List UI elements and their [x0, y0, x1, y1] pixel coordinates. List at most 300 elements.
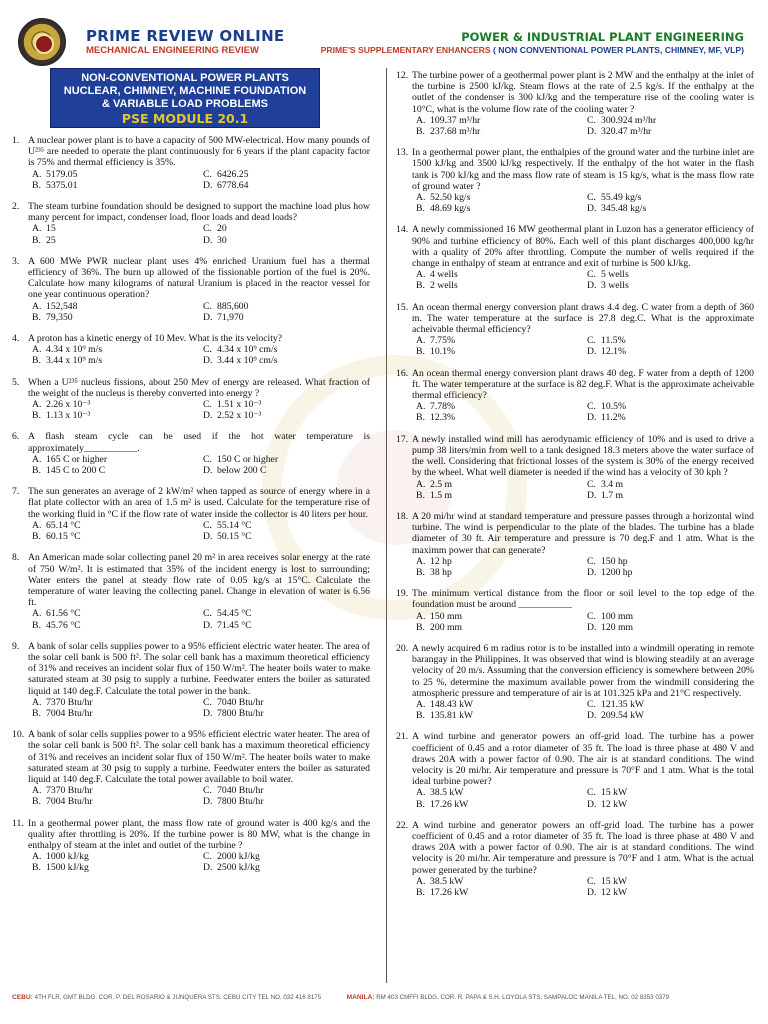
- choice-value: 71,970: [217, 311, 244, 323]
- choice-value: 7370 Btu/hr: [46, 785, 93, 797]
- choice-letter: D.: [203, 862, 213, 874]
- answer-choice: [203, 180, 370, 191]
- choice-value: 55.49 kg/s: [601, 192, 642, 204]
- choice-value: 1.5 m: [430, 489, 453, 501]
- choice-letter: C.: [203, 453, 212, 465]
- choice-value: 12 kW: [601, 887, 628, 898]
- answer-choices: [396, 611, 754, 633]
- question-text: A newly installed wind mill has aerodynamic efficiency of 10% and is used to drive a pump 38 liters/min from well to a tank designed 18.3 meters above the water surface of the well. Considering that frictional losses of the system is 30% of the energy received by the wheel. What well diameter is needed if the wind has a velocity of 30 kph ?: [412, 433, 754, 479]
- choice-value: 7004 Btu/hr: [46, 796, 93, 808]
- choice-letter: D.: [203, 355, 213, 367]
- answer-choices: [396, 192, 754, 214]
- question-item: [396, 70, 754, 137]
- choice-value: 10.5%: [601, 401, 627, 413]
- question-stem: [12, 818, 370, 852]
- choice-letter: C.: [203, 519, 212, 531]
- question-number: 6.: [12, 431, 20, 443]
- choice-value: 120 mm: [601, 621, 634, 633]
- answer-choices: [12, 785, 370, 807]
- question-number: 10.: [12, 729, 25, 741]
- choice-letter: C.: [587, 269, 596, 281]
- choice-letter: A.: [32, 223, 42, 235]
- choice-value: 7.78%: [430, 401, 456, 413]
- question-stem: [12, 333, 370, 344]
- choice-value: 4.34 x 10⁹ m/s: [46, 344, 103, 356]
- choice-value: 12.1%: [601, 346, 627, 358]
- answer-choice: [203, 301, 370, 312]
- choice-letter: B.: [416, 280, 425, 292]
- question-text: A 600 MWe PWR nuclear plant uses 4% enriched Uranium fuel has a thermal efficiency of 36%. The burn up allowed of the fissionable portion of the fuel is 20%. Calculate how many kilograms of natural Uranium is placed in the reactor vessel for one year continuous operation?: [28, 255, 370, 301]
- footer-cebu-label: CEBU:: [12, 994, 33, 1001]
- choice-value: 150 mm: [430, 610, 463, 622]
- brand-title: PRIME REVIEW ONLINE: [86, 27, 285, 45]
- supplementary-topics: ( NON CONVENTIONAL POWER PLANTS, CHIMNEY, MF, VLP): [493, 45, 744, 55]
- choice-letter: C.: [587, 787, 596, 799]
- answer-choice: [32, 180, 199, 191]
- choice-letter: B.: [32, 234, 41, 246]
- answer-choice: [203, 223, 370, 234]
- answer-choice: [587, 787, 754, 798]
- answer-choice: [32, 620, 199, 631]
- choice-value: 7800 Btu/hr: [217, 707, 264, 719]
- choice-value: 7.75%: [430, 335, 456, 347]
- choice-letter: C.: [587, 698, 596, 710]
- answer-choice: [587, 192, 754, 203]
- answer-choice: [203, 531, 370, 542]
- choice-value: 2.26 x 10⁻³: [46, 399, 91, 411]
- choice-value: 15 kW: [601, 875, 628, 887]
- choice-letter: C.: [203, 168, 212, 180]
- question-number: 8.: [12, 552, 20, 564]
- choice-value: 17.26 kW: [430, 798, 469, 810]
- choice-letter: D.: [203, 465, 213, 477]
- question-stem: [12, 641, 370, 697]
- choice-value: 5179.05: [46, 168, 78, 180]
- choice-letter: C.: [587, 192, 596, 204]
- choice-value: 3 wells: [601, 280, 629, 292]
- choice-value: 15: [46, 223, 56, 235]
- choice-letter: A.: [416, 610, 426, 622]
- question-number: 19.: [396, 588, 409, 600]
- choice-letter: A.: [416, 192, 426, 204]
- answer-choices: [12, 520, 370, 542]
- answer-choice: [587, 699, 754, 710]
- answer-choice: [203, 399, 370, 410]
- question-item: [12, 431, 370, 476]
- choice-value: 2.5 m: [430, 478, 453, 490]
- question-stem: [396, 731, 754, 787]
- choice-value: 30: [217, 234, 227, 246]
- choice-value: 25: [46, 234, 56, 246]
- question-stem: [12, 377, 370, 399]
- answer-choice: [32, 520, 199, 531]
- answer-choice: [203, 708, 370, 719]
- answer-choice: [203, 620, 370, 631]
- answer-choice: [203, 344, 370, 355]
- choice-value: 121.35 kW: [601, 698, 645, 710]
- question-stem: [12, 256, 370, 301]
- question-item: [396, 368, 754, 424]
- answer-choice: [416, 699, 583, 710]
- right-question-column: [396, 70, 754, 908]
- answer-choice: [32, 301, 199, 312]
- choice-letter: C.: [587, 875, 596, 887]
- question-stem: [12, 431, 370, 453]
- title-line-3: & VARIABLE LOAD PROBLEMS: [101, 98, 269, 110]
- choice-letter: B.: [416, 621, 425, 633]
- answer-choice: [587, 346, 754, 357]
- choice-letter: B.: [416, 203, 425, 215]
- question-stem: [12, 486, 370, 520]
- question-item: [12, 333, 370, 367]
- choice-value: 61.56 °C: [46, 608, 81, 620]
- question-text: The turbine power of a geothermal power plant is 2 MW and the enthalpy at the inlet of the turbine is 2500 kJ/kg. Steam flows at the rate of 2.5 kg/s. If the enthalpy at the outlet of the condenser is 300 kJ/kg and the temperature rise of the cooling water is 10°C, what is the volume flow rate of the cooling water ?: [412, 70, 754, 115]
- choice-letter: B.: [32, 355, 41, 367]
- choice-letter: B.: [416, 710, 425, 722]
- answer-choices: [12, 301, 370, 323]
- answer-choice: [587, 611, 754, 622]
- title-line-2: NUCLEAR, CHIMNEY, MACHINE FOUNDATION: [63, 85, 307, 97]
- choice-letter: B.: [32, 862, 41, 874]
- answer-choice: [416, 192, 583, 203]
- answer-choices: [396, 556, 754, 578]
- choice-letter: D.: [587, 710, 597, 722]
- answer-choice: [416, 567, 583, 578]
- choice-value: 55.14 °C: [217, 519, 252, 531]
- answer-choice: [587, 887, 754, 898]
- choice-letter: B.: [416, 566, 425, 578]
- title-line-1: NON-CONVENTIONAL POWER PLANTS: [81, 72, 289, 84]
- answer-choice: [587, 335, 754, 346]
- question-item: [396, 302, 754, 358]
- question-item: [396, 434, 754, 501]
- question-item: [396, 224, 754, 291]
- answer-choice: [416, 126, 583, 137]
- question-text: A 20 mi/hr wind at standard temperature and pressure passes through a horizontal wind turbine. The wind is perpendicular to the plate of the blades. The turbine has a blade diameter of 30 ft. Air temperature and pressure is 70 deg.F and 1 atm. What is the maximm power that can generate?: [412, 510, 754, 556]
- answer-choice: [416, 710, 583, 721]
- question-stem: [396, 588, 754, 610]
- question-stem: [396, 147, 754, 192]
- choice-value: 50.15 °C: [217, 531, 252, 543]
- choice-letter: B.: [32, 531, 41, 543]
- choice-value: 38.5 kW: [430, 787, 464, 799]
- question-item: [12, 641, 370, 719]
- answer-choice: [416, 280, 583, 291]
- answer-choice: [203, 312, 370, 323]
- question-item: [396, 588, 754, 633]
- choice-letter: D.: [203, 707, 213, 719]
- answer-choice: [416, 787, 583, 798]
- answer-choices: [396, 115, 754, 137]
- footer-manila-address: RM 403 CMFFI BLDG. COR. R. PAPA & S.H. LOYOLA STS. SAMPALOC MANILA TEL. NO. 02 8353 0379: [376, 994, 670, 1001]
- choice-value: 79,350: [46, 311, 73, 323]
- answer-choice: [587, 412, 754, 423]
- choice-value: 3.44 x 10⁹ m/s: [46, 355, 103, 367]
- question-number: 18.: [396, 510, 409, 522]
- choice-value: 11.5%: [601, 335, 626, 347]
- answer-choice: [32, 454, 199, 465]
- choice-value: 10.1%: [430, 346, 456, 358]
- question-item: [12, 486, 370, 542]
- question-item: [12, 201, 370, 246]
- question-text: A newly commissioned 16 MW geothermal plant in Luzon has a generator efficiency of 90% and turbine efficiency of 80%. Each well of this plant discharges 400,000 kg/hr with a quality of 20% after throttling. Compute the number of wells required if the change in enthalpy of steam at entrance and exit of turbine is 500 kJ/kg.: [412, 224, 754, 270]
- choice-letter: D.: [203, 179, 213, 191]
- answer-choice: [203, 169, 370, 180]
- department-title: POWER & INDUSTRIAL PLANT ENGINEERING: [461, 30, 744, 44]
- answer-choice: [32, 851, 199, 862]
- choice-value: 3.4 m: [601, 478, 624, 490]
- choice-value: 4 wells: [430, 269, 458, 281]
- choice-value: 145 C to 200 C: [46, 465, 106, 477]
- answer-choice: [416, 346, 583, 357]
- choice-value: 38.5 kW: [430, 875, 464, 887]
- answer-choices: [396, 876, 754, 898]
- answer-choice: [416, 401, 583, 412]
- choice-letter: B.: [416, 887, 425, 898]
- choice-letter: A.: [416, 555, 426, 567]
- choice-letter: C.: [587, 114, 596, 126]
- choice-letter: A.: [32, 168, 42, 180]
- choice-value: 5 wells: [601, 269, 629, 281]
- choice-value: 345.48 kg/s: [601, 203, 647, 215]
- answer-choice: [32, 785, 199, 796]
- left-question-column: [12, 135, 370, 884]
- choice-value: 885,600: [217, 300, 249, 312]
- supplementary-label: PRIME'S SUPPLEMENTARY ENHANCERS: [320, 45, 491, 55]
- choice-value: 300.924 m³/hr: [601, 114, 657, 126]
- choice-letter: D.: [587, 798, 597, 810]
- choice-value: 17.26 kW: [430, 887, 469, 898]
- choice-letter: A.: [32, 344, 42, 356]
- question-text: A nuclear power plant is to have a capacity of 500 MW-electrical. How many pounds of U²³⁵ are needed to operate the plant continuously for 6 years if the plant capacity factor is 75% and thermal efficiency is 35%.: [28, 135, 370, 169]
- choice-letter: A.: [32, 300, 42, 312]
- answer-choice: [416, 622, 583, 633]
- question-item: [12, 552, 370, 630]
- brand-subtitle: MECHANICAL ENGINEERING REVIEW: [86, 45, 259, 56]
- answer-choices: [396, 269, 754, 291]
- choice-value: 2.52 x 10⁻³: [217, 410, 262, 422]
- answer-choice: [587, 479, 754, 490]
- choice-value: 109.37 m³/hr: [430, 114, 481, 126]
- choice-value: 54.45 °C: [217, 608, 252, 620]
- choice-value: 60.15 °C: [46, 531, 81, 543]
- choice-value: 65.14 °C: [46, 519, 81, 531]
- choice-letter: D.: [203, 531, 213, 543]
- module-number: PSE MODULE 20.1: [121, 111, 249, 126]
- choice-value: 1000 kJ/kg: [46, 851, 89, 863]
- choice-value: 52.50 kg/s: [430, 192, 471, 204]
- question-item: [12, 729, 370, 807]
- answer-choices: [12, 851, 370, 873]
- answer-choice: [587, 876, 754, 887]
- answer-choice: [416, 887, 583, 898]
- question-text: The steam turbine foundation should be designed to support the machine load plus how many percent for impact, condenser load, floor loads and dead loads?: [28, 201, 370, 224]
- choice-letter: D.: [587, 887, 597, 898]
- answer-choice: [203, 608, 370, 619]
- choice-letter: D.: [587, 203, 597, 215]
- choice-value: 71.45 °C: [217, 619, 252, 631]
- choice-letter: B.: [32, 796, 41, 808]
- choice-letter: C.: [587, 555, 596, 567]
- question-text: The sun generates an average of 2 kW/m² when tapped as source of energy where in a flat plate collector with an area of 1.5 m² is used. Calculate for the temperature rise of the working fluid in °C if the flow rate of water inside the collector is 40 liters per hour.: [28, 486, 370, 520]
- answer-choices: [396, 699, 754, 721]
- choice-value: 38 hp: [430, 566, 452, 578]
- choice-letter: D.: [587, 280, 597, 292]
- question-stem: [396, 368, 754, 402]
- answer-choice: [203, 454, 370, 465]
- choice-value: 148.43 kW: [430, 698, 474, 710]
- answer-choice: [416, 611, 583, 622]
- question-stem: [396, 511, 754, 556]
- question-number: 12.: [396, 70, 409, 81]
- choice-value: 12.3%: [430, 412, 456, 424]
- answer-choice: [416, 876, 583, 887]
- answer-choice: [416, 799, 583, 810]
- question-stem: [12, 552, 370, 608]
- choice-letter: B.: [32, 619, 41, 631]
- question-text: The minimum vertical distance from the floor or soil level to the top edge of the foundation must be around ___________: [412, 588, 754, 611]
- choice-letter: D.: [203, 796, 213, 808]
- answer-choice: [416, 490, 583, 501]
- choice-letter: A.: [32, 851, 42, 863]
- answer-choices: [396, 335, 754, 357]
- question-item: [396, 643, 754, 721]
- question-stem: [12, 135, 370, 169]
- answer-choice: [587, 622, 754, 633]
- answer-choice: [32, 235, 199, 246]
- answer-choice: [587, 799, 754, 810]
- question-text: A wind turbine and generator powers an off-grid load. The turbine has a power coefficient of 0.45 and a rotor diameter of 35 ft. The load is three phase at 480 V and draws 20A with a power factor of 0.90. The air is at standard conditions. The wind velocity is 20 mi/hr. Air temperature and pressure is 70°F and 1 atm. What is the total ideal turbine power?: [412, 731, 754, 788]
- answer-choice: [32, 169, 199, 180]
- choice-value: 152,548: [46, 300, 78, 312]
- answer-choice: [587, 280, 754, 291]
- answer-choices: [12, 608, 370, 630]
- choice-letter: C.: [587, 610, 596, 622]
- answer-choice: [587, 269, 754, 280]
- choice-value: 150 C or higher: [217, 453, 279, 465]
- question-number: 17.: [396, 433, 409, 445]
- choice-value: 1.13 x 10⁻³: [46, 410, 91, 422]
- question-text: A newly acquired 6 m radius rotor is to be installed into a windmill operating in remote barangay in the Philippines. It was observed that wind is blowing steadily at an average velocity of 20 m/s. Assuming that the conversion efficiency is somewhere between 20% to 25 %, determine the maximum available power from the windmill considering the atmospheric pressure and temperature of air is at 101.325 kPa and 21°C respectively.: [412, 642, 754, 699]
- choice-letter: A.: [416, 698, 426, 710]
- choice-value: 45.76 °C: [46, 619, 81, 631]
- question-text: In a geothermal power plant, the enthalpies of the ground water and the turbine inlet are 1500 kJ/kg and 3500 kJ/kg respectively. If the enthalpy of the hot water in the flash tank is 700 kJ/kg and the mass flow rate of steam is 15 kg/s, what is the mass flow rate of ground water ?: [412, 147, 754, 192]
- question-number: 1.: [12, 135, 20, 146]
- answer-choice: [32, 708, 199, 719]
- choice-letter: C.: [587, 335, 596, 347]
- footer-addresses: [12, 994, 756, 1001]
- choice-letter: A.: [416, 401, 426, 413]
- answer-choice: [32, 410, 199, 421]
- choice-letter: B.: [416, 489, 425, 501]
- answer-choice: [587, 126, 754, 137]
- question-text: When a U²³⁵ nucleus fissions, about 250 Mev of energy are released. What fraction of the weight of the nucleus is thereby converted into energy ?: [28, 376, 370, 399]
- question-item: [12, 256, 370, 323]
- question-text: A flash steam cycle can be used if the hot water temperature is approximately___________.: [28, 431, 370, 454]
- question-number: 16.: [396, 367, 409, 379]
- choice-letter: A.: [416, 114, 426, 126]
- choice-value: 5375.01: [46, 179, 78, 191]
- question-number: 7.: [12, 486, 20, 498]
- answer-choices: [12, 223, 370, 245]
- answer-choice: [587, 490, 754, 501]
- answer-choice: [416, 479, 583, 490]
- question-text: An ocean thermal energy conversion plant draws 40 deg. F water from a depth of 1200 ft. The water temperature at the surface is 82 deg.F. What is the approximate acheivable thermal efficiency?: [412, 367, 754, 402]
- choice-value: 20: [217, 223, 227, 235]
- answer-choices: [12, 169, 370, 191]
- answer-choice: [203, 851, 370, 862]
- answer-choice: [32, 531, 199, 542]
- choice-letter: A.: [416, 875, 426, 887]
- choice-value: below 200 C: [217, 465, 267, 477]
- answer-choice: [203, 465, 370, 476]
- choice-letter: B.: [32, 410, 41, 422]
- question-item: [12, 818, 370, 874]
- answer-choice: [32, 344, 199, 355]
- choice-letter: D.: [203, 234, 213, 246]
- choice-value: 1.51 x 10⁻³: [217, 399, 262, 411]
- choice-letter: A.: [32, 399, 42, 411]
- choice-letter: D.: [587, 489, 597, 501]
- choice-letter: C.: [203, 696, 212, 708]
- answer-choice: [203, 520, 370, 531]
- question-text: A bank of solar cells supplies power to a 95% efficient electric water heater. The area of the solar cell bank is 500 ft². The solar cell bank has a maximum theoretical efficiency of 31% and receives an incident solar flux of 150 W/m². The heater boils water to make saturated steam at 30 psig to supply a turbine. Feedwater enters the boiler as saturated liquid at 140 deg.F. Calculate the total power in the bank.: [28, 640, 370, 697]
- choice-letter: D.: [587, 346, 597, 358]
- choice-letter: A.: [32, 696, 42, 708]
- choice-letter: C.: [203, 344, 212, 356]
- question-number: 4.: [12, 333, 20, 345]
- question-number: 21.: [396, 731, 409, 743]
- choice-value: 1200 hp: [601, 566, 633, 578]
- question-number: 22.: [396, 819, 409, 831]
- choice-letter: D.: [203, 410, 213, 422]
- answer-choice: [416, 269, 583, 280]
- choice-letter: C.: [203, 608, 212, 620]
- prime-review-logo: [18, 18, 66, 66]
- question-stem: [396, 820, 754, 876]
- choice-letter: B.: [32, 465, 41, 477]
- supplementary-heading: [321, 45, 744, 55]
- answer-choice: [416, 335, 583, 346]
- question-number: 2.: [12, 201, 20, 213]
- choice-letter: C.: [203, 785, 212, 797]
- choice-letter: A.: [32, 519, 42, 531]
- answer-choices: [396, 401, 754, 423]
- answer-choice: [32, 608, 199, 619]
- choice-letter: C.: [203, 851, 212, 863]
- choice-value: 135.81 kW: [430, 710, 474, 722]
- choice-letter: A.: [416, 269, 426, 281]
- choice-value: 6426.25: [217, 168, 249, 180]
- question-number: 3.: [12, 255, 20, 267]
- choice-value: 2500 kJ/kg: [217, 862, 260, 874]
- choice-letter: D.: [587, 621, 597, 633]
- choice-letter: B.: [32, 311, 41, 323]
- footer-manila-label: MANILA:: [346, 994, 375, 1001]
- choice-value: 1500 kJ/kg: [46, 862, 89, 874]
- question-number: 20.: [396, 642, 409, 654]
- choice-letter: A.: [416, 787, 426, 799]
- answer-choice: [587, 203, 754, 214]
- answer-choice: [32, 355, 199, 366]
- question-stem: [12, 729, 370, 785]
- answer-choice: [587, 556, 754, 567]
- choice-letter: D.: [587, 126, 597, 138]
- choice-value: 4.34 x 10⁹ cm/s: [217, 344, 278, 356]
- question-item: [396, 820, 754, 898]
- question-number: 15.: [396, 301, 409, 313]
- answer-choice: [587, 115, 754, 126]
